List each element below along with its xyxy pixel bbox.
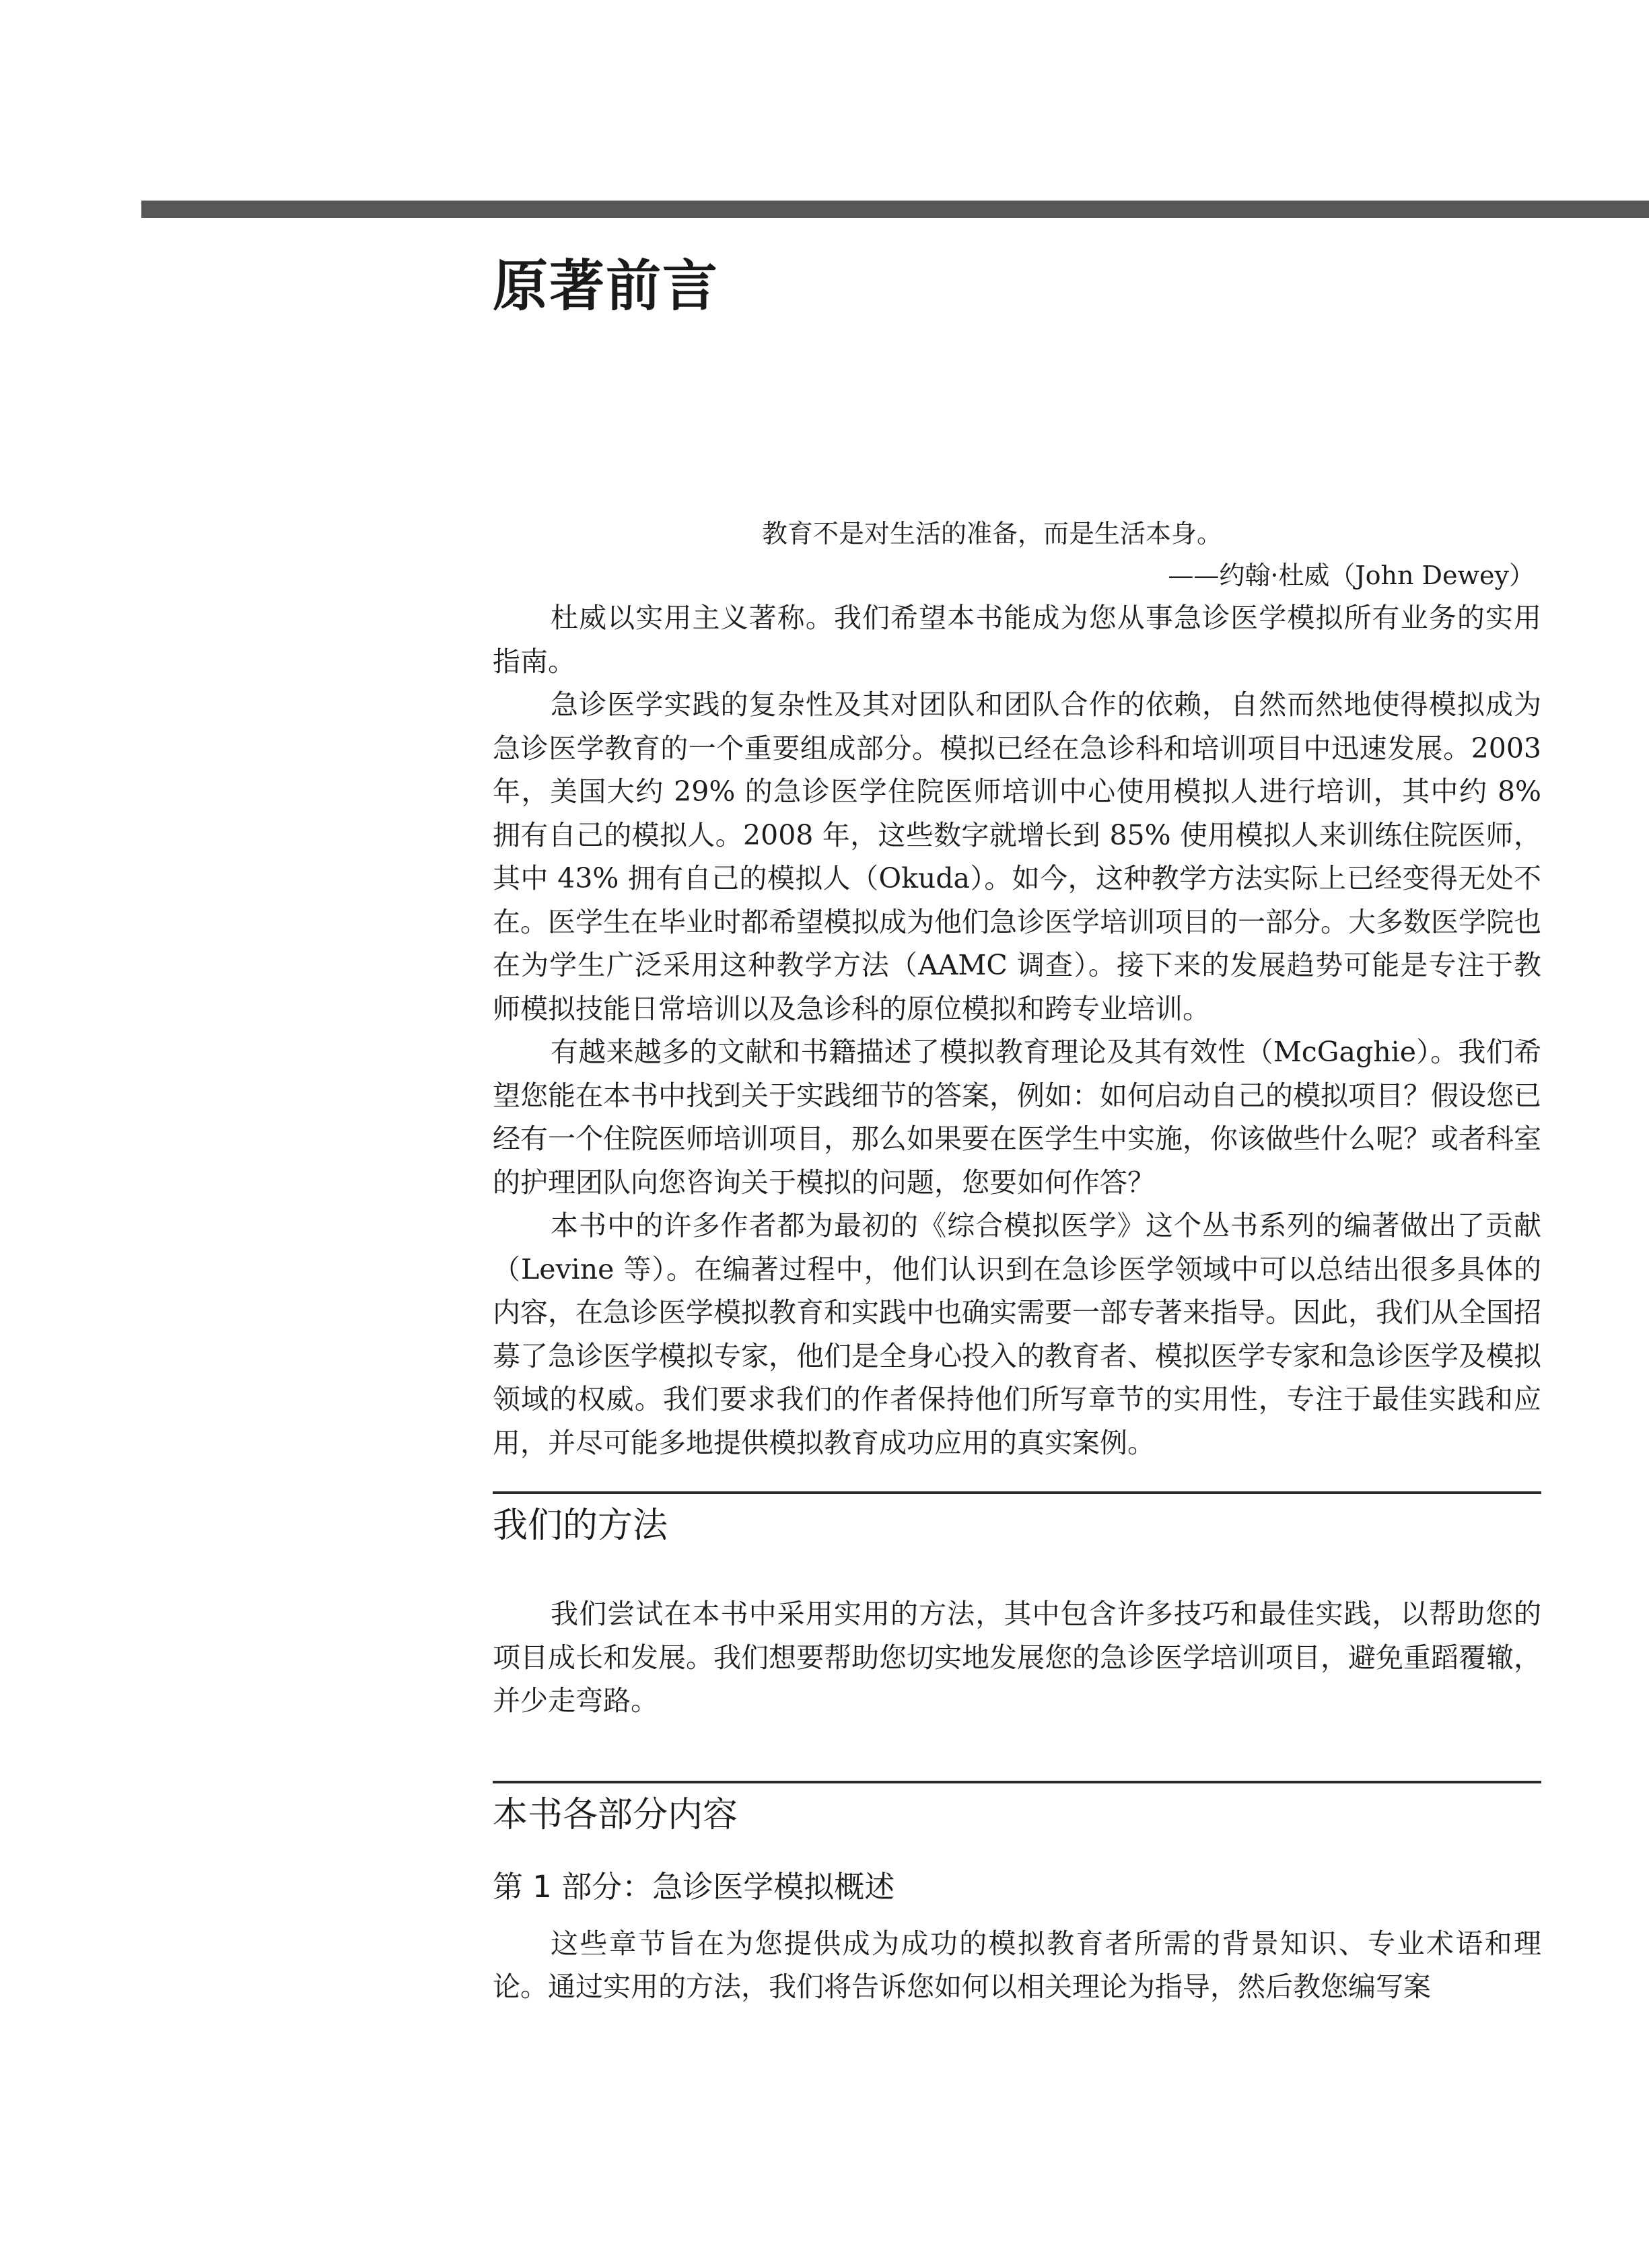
section-our-method [493, 1491, 1541, 1723]
header-rule [141, 201, 1649, 218]
intro-paragraph: 杜威以实用主义著称。我们希望本书能成为您从事急诊医学模拟所有业务的实用指南。 [493, 602, 1541, 678]
epigraph-attribution: ——约翰·杜威（John Dewey） [1168, 561, 1535, 590]
main-content [493, 513, 1541, 2009]
section-heading-method: 我们的方法 [493, 1505, 668, 1546]
part1-paragraph: 这些章节旨在为您提供成为成功的模拟教育者所需的背景知识、专业术语和理论。通过实用的方法，我们将告诉您如何以相关理论为指导，然后教您编写案 [493, 1927, 1541, 2003]
epigraph [493, 513, 1541, 596]
section-book-parts [493, 1781, 1541, 2009]
intro-paragraph: 急诊医学实践的复杂性及其对团队和团队合作的依赖，自然而然地使得模拟成为急诊医学教育的一个重要组成部分。模拟已经在急诊科和培训项目中迅速发展。2003 年，美国大约 29% 的急诊医学住院医师培训中心使用模拟人进行培训，其中约 8% 拥有自己的模拟人。2008 年，这些数字就增长到 85% 使用模拟人来训练住院医师，其中 43% 拥有自己的模拟人（Okuda）。如今，这种教学方法实际上已经变得无处不在。医学生在毕业时都希望模拟成为他们急诊医学培训项目的一部分。大多数医学院也在为学生广泛采用这种教学方法（AAMC 调查）。接下来的发展趋势可能是专注于教师模拟技能日常培训以及急诊科的原位模拟和跨专业培训。 [493, 688, 1541, 1025]
epigraph-quote: 教育不是对生活的准备，而是生活本身。 [762, 519, 1223, 548]
intro-paragraph: 有越来越多的文献和书籍描述了模拟教育理论及其有效性（McGaghie）。我们希望您能在本书中找到关于实践细节的答案，例如：如何启动自己的模拟项目？假设您已经有一个住院医师培训项目，那么如果要在医学生中实施，你该做些什么呢？或者科室的护理团队向您咨询关于模拟的问题，您要如何作答？ [493, 1036, 1541, 1199]
part1-heading: 第 1 部分：急诊医学模拟概述 [493, 1868, 895, 1905]
intro-paragraph: 本书中的许多作者都为最初的《综合模拟医学》这个丛书系列的编著做出了贡献（Levine 等）。在编著过程中，他们认识到在急诊医学领域中可以总结出很多具体的内容，在急诊医学模拟教育和实践中也确实需要一部专著来指导。因此，我们从全国招募了急诊医学模拟专家，他们是全身心投入的教育者、模拟医学专家和急诊医学及模拟领域的权威。我们要求我们的作者保持他们所写章节的实用性，专注于最佳实践和应用，并尽可能多地提供模拟教育成功应用的真实案例。 [493, 1209, 1541, 1459]
method-paragraph: 我们尝试在本书中采用实用的方法，其中包含许多技巧和最佳实践，以帮助您的项目成长和发展。我们想要帮助您切实地发展您的急诊医学培训项目，避免重蹈覆辙，并少走弯路。 [493, 1598, 1541, 1717]
section-heading-parts: 本书各部分内容 [493, 1794, 738, 1835]
page-title: 原著前言 [493, 254, 720, 318]
